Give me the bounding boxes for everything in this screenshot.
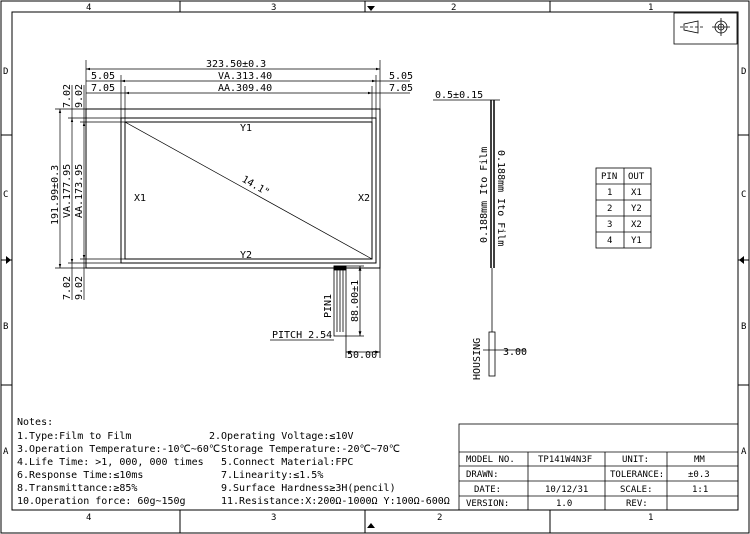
dim-aa-width: AA.309.40 — [218, 83, 273, 94]
note-item: 4.Life Time: >1, 000, 000 times — [17, 457, 204, 468]
zone-top-4: 4 — [86, 3, 92, 13]
dim-left-va: 5.05 — [91, 71, 116, 82]
title-cell-label: MODEL NO. — [466, 455, 515, 465]
note-item: 8.Transmittance:≥85% — [17, 483, 138, 494]
center-mark-top — [367, 6, 375, 11]
pin-table-cell: X2 — [631, 220, 642, 230]
title-cell-value: TP141W4N3F — [538, 455, 593, 465]
title-cell-value: 1:1 — [692, 485, 709, 495]
zone-bottom-2: 2 — [437, 513, 443, 523]
note-item: 9.Surface Hardness≥3H(pencil) — [221, 483, 396, 494]
zone-left-b: B — [3, 322, 9, 332]
title-cell-value: ±0.3 — [688, 470, 710, 480]
touch-panel — [86, 109, 380, 268]
dim-thickness: 0.5±0.15 — [435, 90, 484, 101]
zone-bottom-3: 3 — [271, 513, 277, 523]
pin-table-cell: X1 — [631, 188, 642, 198]
label-y2: Y2 — [240, 250, 253, 261]
dim-pitch: PITCH 2.54 — [272, 330, 333, 341]
note-item: 5.Connect Material:FPC — [221, 457, 354, 468]
dim-right-aa: 7.05 — [389, 83, 414, 94]
zone-right-d: D — [741, 67, 747, 77]
note-item: 11.Resistance:X:200Ω-1000Ω Y:100Ω-600Ω — [221, 496, 450, 507]
pin-table-cell: Y1 — [631, 236, 642, 246]
diagonal-label: 14.1" — [239, 174, 272, 199]
tail-pin1-label: PIN1 — [323, 293, 334, 318]
zone-top-2: 2 — [451, 3, 457, 13]
label-x1: X1 — [134, 193, 147, 204]
pin-table-header-out: OUT — [628, 172, 645, 182]
dim-va-width: VA.313.40 — [218, 71, 273, 82]
zone-bottom-4: 4 — [86, 513, 92, 523]
pin-table-header-pin: PIN — [601, 172, 618, 182]
title-cell-label: SCALE: — [620, 485, 653, 495]
label-x2: X2 — [358, 193, 371, 204]
center-mark-bottom — [367, 523, 375, 528]
title-cell-label: UNIT: — [622, 455, 650, 465]
note-item: 3.Operation Temperature:-10℃~60℃ — [17, 444, 221, 455]
zone-right-c: C — [741, 190, 747, 200]
dim-bottom-va: 7.02 — [62, 275, 73, 300]
title-cell-value: 1.0 — [556, 499, 573, 509]
dim-housing: 3.00 — [503, 347, 528, 358]
label-y1: Y1 — [240, 123, 253, 134]
zone-left-d: D — [3, 67, 9, 77]
note-item: 7.Linearity:≤1.5% — [221, 470, 324, 481]
film-label-a: 0.188mm Ito Film — [479, 146, 490, 243]
pin-table-cell: 1 — [607, 188, 613, 198]
dim-aa-height: AA.173.95 — [74, 163, 85, 218]
dim-tail-length: 88.00±1 — [350, 279, 361, 322]
notes-title: Notes: — [17, 417, 54, 428]
note-item: 10.Operation force: 60g~150g — [17, 496, 186, 507]
dim-tail-offset: 50.00 — [347, 350, 378, 361]
dim-overall-height: 191.99±0.3 — [50, 164, 61, 225]
title-cell-value: MM — [694, 455, 705, 465]
housing-label: HOUSING — [472, 337, 483, 380]
dim-left-aa: 7.05 — [91, 83, 116, 94]
title-cell-label: DATE: — [474, 485, 502, 495]
pin-table-cell: 3 — [607, 220, 613, 230]
zone-right-a: A — [741, 447, 747, 457]
zone-left-a: A — [3, 447, 9, 457]
title-block — [459, 424, 738, 510]
pin-table-cell: Y2 — [631, 204, 642, 214]
dim-va-height: VA.177.95 — [62, 163, 73, 218]
zone-bottom-1: 1 — [648, 513, 654, 523]
pin-table-cell: 2 — [607, 204, 613, 214]
note-item: 6.Response Time:≤10ms — [17, 470, 144, 481]
title-cell-label: VERSION: — [466, 499, 510, 509]
title-cell-label: REV: — [626, 499, 648, 509]
dim-bottom-aa: 9.02 — [74, 275, 85, 300]
center-mark-left — [6, 256, 11, 264]
note-item: 2.Operating Voltage:≤10V — [209, 431, 354, 442]
title-cell-value: 10/12/31 — [545, 485, 589, 495]
projection-symbol — [674, 13, 737, 44]
film-label-b: 0.188mm Ito Film — [495, 150, 506, 247]
pin-table-cell: 4 — [607, 236, 613, 246]
zone-top-1: 1 — [648, 3, 654, 13]
title-cell-label: DRAWN: — [466, 470, 499, 480]
title-cell-label: TOLERANCE: — [610, 470, 665, 480]
note-item: 1.Type:Film to Film — [17, 431, 132, 442]
note-item: Storage Temperature:-20℃~70℃ — [221, 444, 400, 455]
center-mark-right — [739, 256, 744, 264]
dim-top-va: 7.02 — [62, 83, 73, 108]
zone-top-3: 3 — [271, 3, 277, 13]
zone-right-b: B — [741, 322, 747, 332]
dim-top-aa: 9.02 — [74, 83, 85, 108]
dim-overall-width: 323.50±0.3 — [206, 59, 267, 70]
dim-right-va: 5.05 — [389, 71, 414, 82]
zone-left-c: C — [3, 190, 9, 200]
